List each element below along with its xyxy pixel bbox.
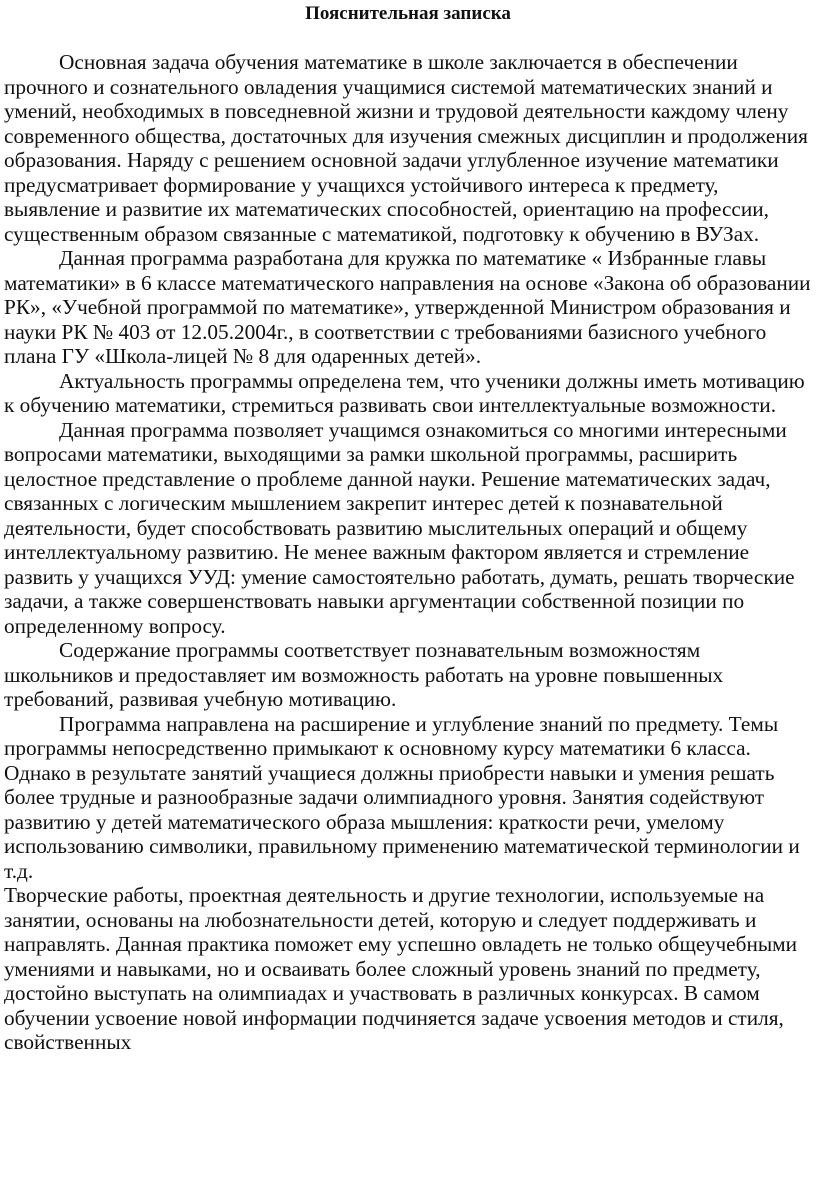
paragraph-program-direction: Программа направлена на расширение и углубление знаний по предмету. Темы программы непосредственно примыкают к основному курсу математики 6 класса. Однако в результате занятий учащиеся должны приобрести навыки и умения решать более трудные и разнообразные задачи олимпиадного уровня. Занятия содействуют развитию у детей математического образа мышления: краткости речи, умелому использованию символики, правильному применению математической терминологии и т.д. xyxy=(4,711,800,883)
paragraph-program-basis: Данная программа разработана для кружка по математике « Избранные главы математики» в 6 классе математического направления на основе «Закона об образовании РК», «Учебной программой по математике», утвержденной Министром образования и науки РК № 403 от 12.05.2004г., в соответствии с требованиями базисного учебного плана ГУ «Школа-лицей № 8 для одаренных детей». xyxy=(4,246,811,368)
paragraph-program-benefits: Данная программа позволяет учащимся ознакомиться со многими интересными вопросами математики, выходящими за рамки школьной программы, расширить целостное представление о проблеме данной науки. Решение математических задач, связанных с логическим мышлением закрепит интерес детей к познавательной деятельности, будет способствовать развитию мыслительных операций и общему интеллектуальному развитию. Не менее важным фактором является и стремление развить у учащихся УУД: умение самостоятельно работать, думать, решать творческие задачи, а также совершенствовать навыки аргументации собственной позиции по определенному вопросу. xyxy=(4,417,795,638)
paragraph-creative-work: Творческие работы, проектная деятельность и другие технологии, используемые на занятии, основаны на любознательности детей, которую и следует поддерживать и направлять. Данная практика поможет ему успешно овладеть не только общеучебными умениями и навыками, но и осваивать более сложный уровень знаний по предмету, достойно выступать на олимпиадах и участвовать в различных конкурсах. В самом обучении усвоение новой информации подчиняется задаче усвоения методов и стиля, свойственных xyxy=(4,883,798,1054)
paragraph-program-content: Содержание программы соответствует познавательным возможностям школьников и предоставляет им возможность работать на уровне повышенных требований, развивая учебную мотивацию. xyxy=(4,638,724,711)
document-title: Пояснительная записка xyxy=(305,3,511,24)
document-body xyxy=(4,50,812,1055)
paragraph-main-task: Основная задача обучения математике в школе заключается в обеспечении прочного и сознательного овладения учащимися системой математических знаний и умений, необходимых в повседневной жизни и трудовой деятельности каждому члену современного общества, достаточных для изучения смежных дисциплин и продолжения образования. Наряду с решением основной задачи углубленное изучение математики предусматривает формирование у учащихся устойчивого интереса к предмету, выявление и развитие их математических способностей, ориентацию на профессии, существенным образом связанные с математикой, подготовку к обучению в ВУЗах. xyxy=(4,50,808,246)
paragraph-relevance: Актуальность программы определена тем, что ученики должны иметь мотивацию к обучению математики, стремиться развивать свои интеллектуальные возможности. xyxy=(4,368,805,417)
